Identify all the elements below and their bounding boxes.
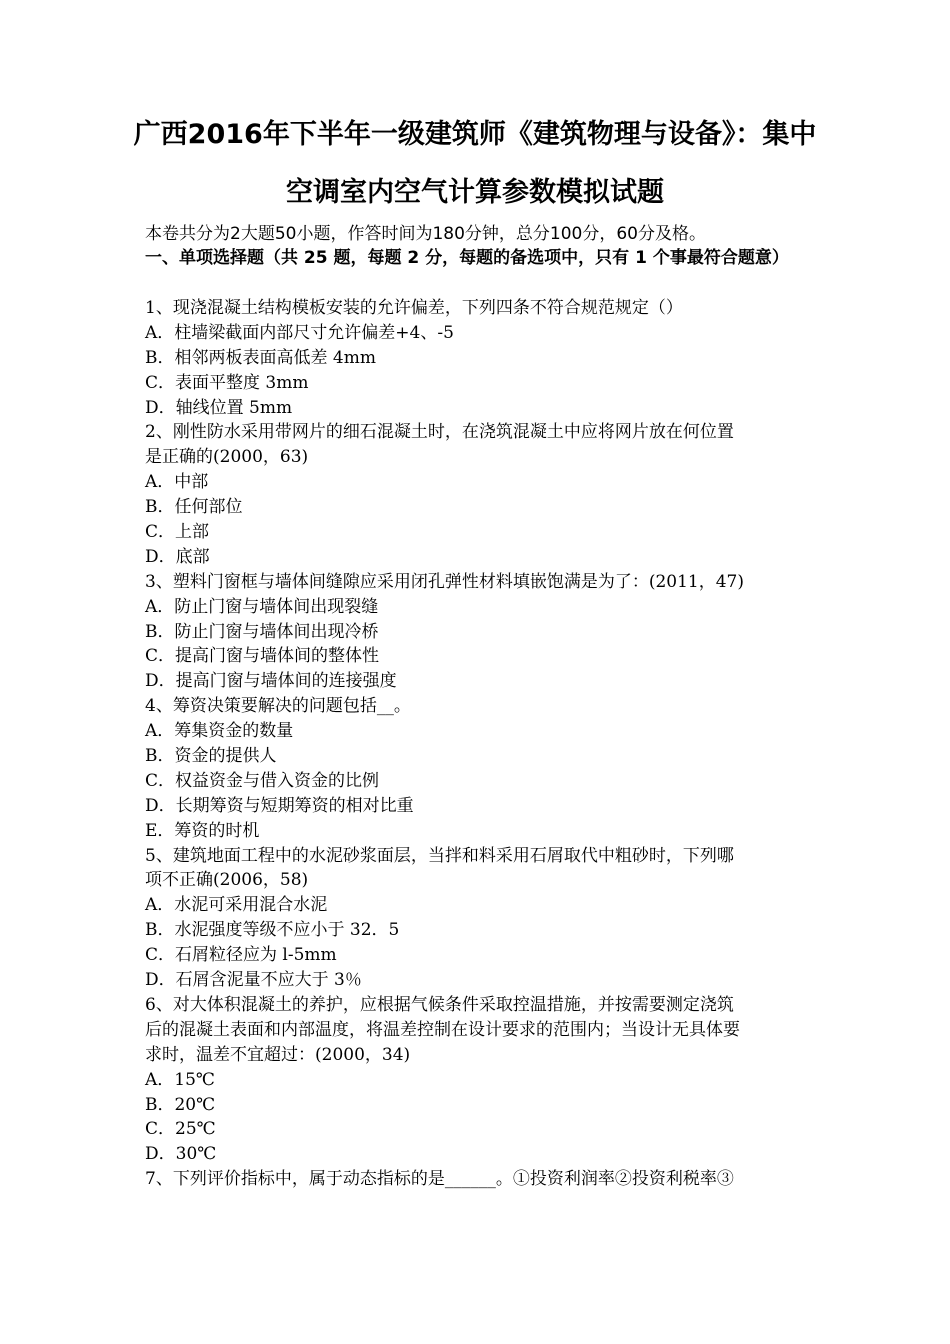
question-line: C．权益资金与借入资金的比例 bbox=[145, 770, 380, 791]
question-line: 项不正确(2006，58) bbox=[145, 870, 309, 891]
question-line: 求时，温差不宜超过：(2000，34) bbox=[145, 1044, 411, 1065]
question-line: C．25℃ bbox=[145, 1119, 216, 1140]
question-line: 6、对大体积混凝土的养护，应根据气候条件采取控温措施，并按需要测定浇筑 bbox=[145, 994, 734, 1015]
question-line: A．水泥可采用混合水泥 bbox=[145, 895, 328, 916]
question-line: C．石屑粒径应为 l-5mm bbox=[145, 945, 337, 966]
section-heading: 一、单项选择题（共 25 题，每题 2 分，每题的备选项中，只有 1 个事最符合题意） bbox=[145, 248, 789, 268]
question-line: A．中部 bbox=[145, 472, 209, 493]
question-line: 1、现浇混凝土结构模板安装的允许偏差，下列四条不符合规范规定（） bbox=[145, 298, 683, 318]
question-line: D．轴线位置 5mm bbox=[145, 397, 293, 418]
question-line: B．防止门窗与墙体间出现冷桥 bbox=[145, 621, 379, 642]
question-line: B．20℃ bbox=[145, 1094, 216, 1115]
question-line: 2、刚性防水采用带网片的细石混凝土时，在浇筑混凝土中应将网片放在何位置 bbox=[145, 422, 734, 443]
question-line: B．资金的提供人 bbox=[145, 746, 277, 767]
question-line: E．筹资的时机 bbox=[145, 820, 260, 841]
question-line: A．防止门窗与墙体间出现裂缝 bbox=[145, 596, 379, 617]
question-line: 7、下列评价指标中，属于动态指标的是______。①投资利润率②投资利税率③ bbox=[145, 1169, 734, 1190]
question-line: B．水泥强度等级不应小于 32．5 bbox=[145, 920, 400, 941]
question-line: D．长期筹资与短期筹资的相对比重 bbox=[145, 795, 414, 816]
question-line: C．上部 bbox=[145, 522, 210, 543]
question-line: 是正确的(2000，63) bbox=[145, 447, 309, 468]
question-line: C．提高门窗与墙体间的整体性 bbox=[145, 646, 380, 667]
document-title-line-2: 空调室内空气计算参数模拟试题 bbox=[286, 177, 664, 208]
question-line: 4、筹资决策要解决的问题包括__。 bbox=[145, 696, 411, 717]
question-line: D．底部 bbox=[145, 546, 210, 567]
question-line: A．柱墙梁截面内部尺寸允许偏差+4、-5 bbox=[145, 322, 454, 343]
question-line: D．30℃ bbox=[145, 1144, 217, 1165]
question-line: A．15℃ bbox=[145, 1069, 215, 1090]
question-line: B．相邻两板表面高低差 4mm bbox=[145, 347, 376, 368]
question-line: B．任何部位 bbox=[145, 497, 243, 518]
question-line: 3、塑料门窗框与墙体间缝隙应采用闭孔弹性材料填嵌饱满是为了：(2011，47) bbox=[145, 571, 744, 592]
question-line: C．表面平整度 3mm bbox=[145, 372, 309, 393]
exam-intro: 本卷共分为2大题50小题，作答时间为180分钟，总分100分，60分及格。 bbox=[145, 224, 706, 244]
document-title-line-1: 广西2016年下半年一级建筑师《建筑物理与设备》：集中 bbox=[133, 119, 817, 150]
question-line: A．筹集资金的数量 bbox=[145, 721, 294, 742]
question-line: D．石屑含泥量不应大于 3％ bbox=[145, 970, 362, 991]
question-line: D．提高门窗与墙体间的连接强度 bbox=[145, 671, 397, 692]
question-line: 后的混凝土表面和内部温度，将温差控制在设计要求的范围内；当设计无具体要 bbox=[145, 1019, 740, 1040]
question-line: 5、建筑地面工程中的水泥砂浆面层，当拌和料采用石屑取代中粗砂时，下列哪 bbox=[145, 845, 734, 866]
question-list bbox=[145, 296, 813, 1192]
